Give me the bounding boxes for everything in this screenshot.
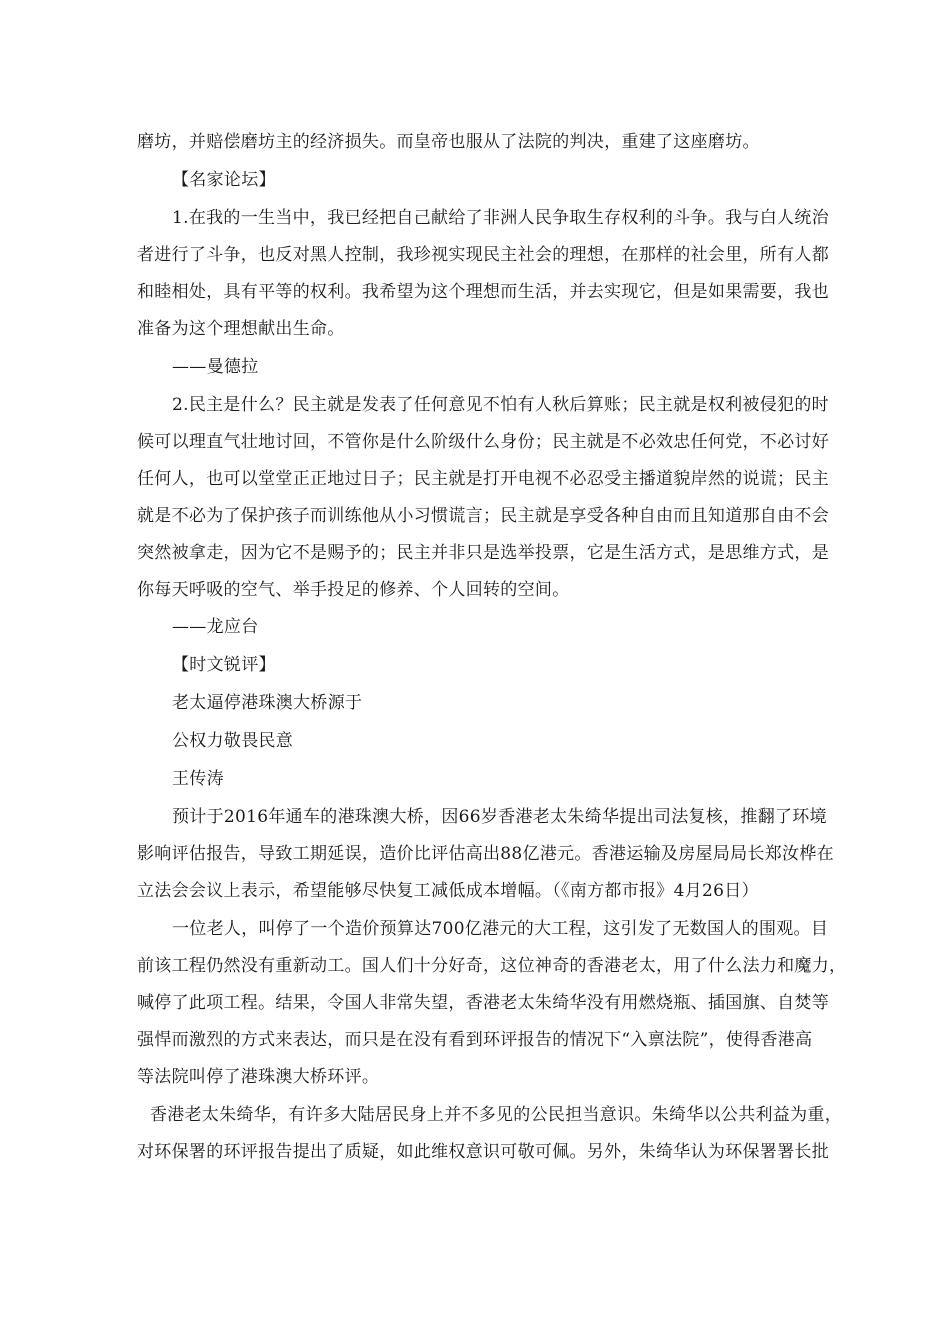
section-heading-review: 【时文锐评】 bbox=[172, 655, 276, 675]
forum-1-author: ——曼德拉 bbox=[172, 357, 259, 377]
forum-1-line: 者进行了斗争，也反对黑人控制，我珍视实现民主社会的理想，在那样的社会里，所有人都 bbox=[137, 245, 829, 265]
forum-2-line: 突然被拿走，因为它不是赐予的；民主并非只是选举投票，它是生活方式，是思维方式，是 bbox=[137, 543, 829, 563]
paragraph-3-line: 香港老太朱绮华，有许多大陆居民身上并不多见的公民担当意识。朱绮华以公共利益为重， bbox=[150, 1105, 842, 1125]
forum-2-author: ——龙应台 bbox=[172, 617, 259, 637]
paragraph-1-line: 影响评估报告，导致工期延误，造价比评估高出88亿港元。香港运输及房屋局局长郑汝桦在 bbox=[137, 844, 834, 864]
paragraph-1-line: 立法会会议上表示，希望能够尽快复工减低成本增幅。（《南方都市报》4月26日） bbox=[137, 881, 759, 901]
paragraph-2-line: 强悍而激烈的方式来表达，而只是在没有看到环评报告的情况下“入禀法院”，使得香港高 bbox=[137, 1030, 813, 1050]
paragraph-2-line: 喊停了此项工程。结果，令国人非常失望，香港老太朱绮华没有用燃烧瓶、插国旗、自焚等 bbox=[137, 993, 829, 1013]
forum-1-line: 和睦相处，具有平等的权利。我希望为这个理想而生活，并去实现它，但是如果需要，我也 bbox=[137, 282, 829, 302]
forum-1-line: 准备为这个理想献出生命。 bbox=[137, 319, 345, 339]
article-title-line-2: 公权力敬畏民意 bbox=[172, 731, 294, 751]
paragraph-1-line: 预计于2016年通车的港珠澳大桥，因66岁香港老太朱绮华提出司法复核，推翻了环境 bbox=[172, 807, 827, 827]
forum-2-line: 就是不必为了保护孩子而训练他从小习惯谎言；民主就是享受各种自由而且知道那自由不会 bbox=[137, 506, 829, 526]
intro-tail-line: 磨坊，并赔偿磨坊主的经济损失。而皇帝也服从了法院的判决，重建了这座磨坊。 bbox=[137, 132, 760, 152]
forum-1-line: 1.在我的一生当中，我已经把自己献给了非洲人民争取生存权利的斗争。我与白人统治 bbox=[172, 208, 829, 228]
paragraph-2-line: 等法院叫停了港珠澳大桥环评。 bbox=[137, 1067, 380, 1087]
paragraph-2-line: 前该工程仍然没有重新动工。国人们十分好奇，这位神奇的香港老太，用了什么法力和魔力， bbox=[137, 956, 847, 976]
forum-2-line: 任何人，也可以堂堂正正地过日子；民主就是打开电视不必忍受主播道貌岸然的说谎；民主 bbox=[137, 469, 829, 489]
forum-2-line: 你每天呼吸的空气、举手投足的修养、个人回转的空间。 bbox=[137, 580, 570, 600]
forum-2-line: 2.民主是什么？民主就是发表了任何意见不怕有人秋后算账；民主就是权利被侵犯的时 bbox=[172, 395, 829, 415]
forum-2-line: 候可以理直气壮地讨回，不管你是什么阶级什么身份；民主就是不必效忠任何党，不必讨好 bbox=[137, 432, 829, 452]
article-title-line-1: 老太逼停港珠澳大桥源于 bbox=[172, 693, 363, 713]
article-author: 王传涛 bbox=[172, 769, 224, 789]
section-heading-forum: 【名家论坛】 bbox=[172, 170, 276, 190]
paragraph-3-line: 对环保署的环评报告提出了质疑，如此维权意识可敬可佩。另外，朱绮华认为环保署署长批 bbox=[137, 1142, 829, 1162]
paragraph-2-line: 一位老人，叫停了一个造价预算达700亿港元的大工程，这引发了无数国人的围观。目 bbox=[172, 919, 829, 939]
